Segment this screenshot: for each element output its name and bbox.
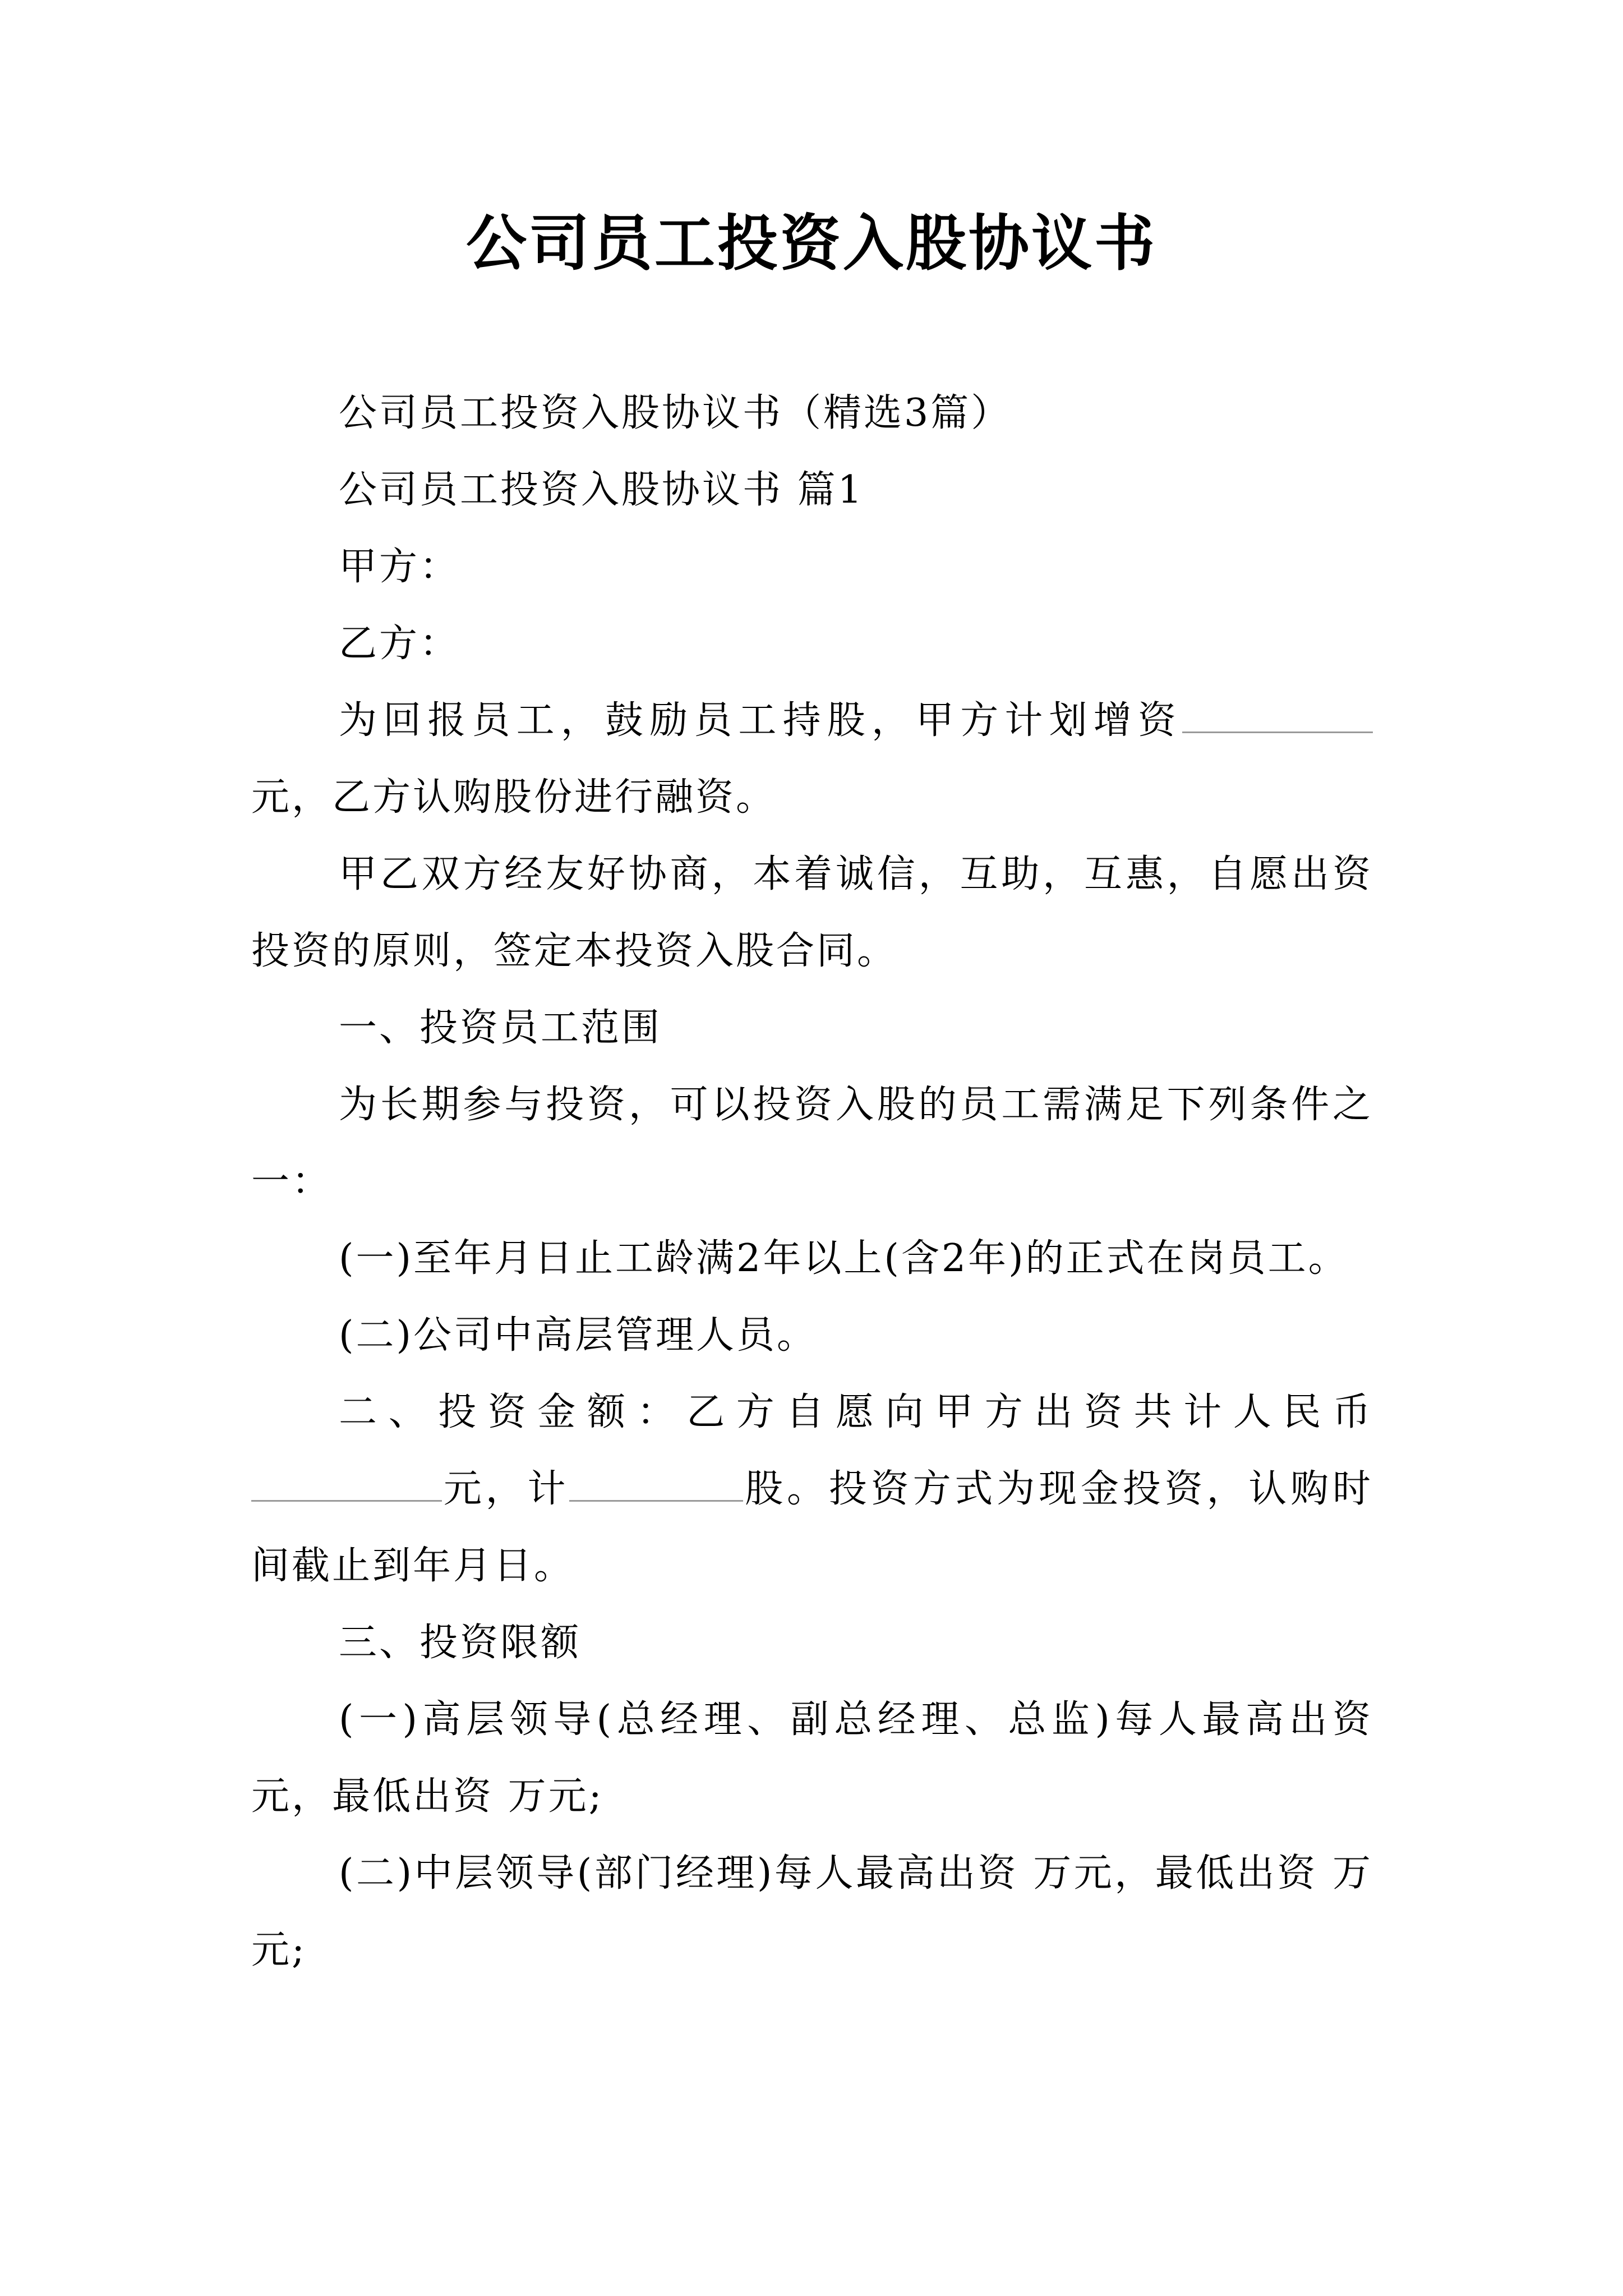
list-item-limit-2: (二)中层领导(部门经理)每人最高出资 万元，最低出资 万元; [251,1851,1373,1972]
list-item-condition-1: (一)至年月日止工龄满2年以上(含2年)的正式在岗员工。 [339,1236,1349,1281]
list-item-condition-2: (二)公司中高层管理人员。 [339,1313,818,1358]
paragraph-text: 元，乙方认购股份进行融资。 [251,775,777,820]
paragraph-text: 股。投资方式为现金投资，认购时间截止到年月日。 [251,1467,1373,1588]
paragraph-party-a: 甲方： [339,545,460,589]
fill-blank-line [251,1461,442,1502]
paragraph-text: 二、投资金额：乙方自愿向甲方出资共计人民币 [339,1390,1373,1434]
paragraph-section-heading: 公司员工投资入股协议书 篇1 [339,468,864,512]
heading-investment-limit: 三、投资限额 [339,1621,582,1665]
paragraph-text: 元，计 [442,1467,570,1511]
heading-scope: 一、投资员工范围 [339,1006,662,1050]
paragraph-principle: 甲乙双方经友好协商，本着诚信，互助，互惠，自愿出资投资的原则，签定本投资入股合同。 [251,852,1373,973]
document-body [251,375,1373,1989]
document-title: 公司员工投资入股协议书 [465,209,1157,279]
paragraph-investment-amount [251,1374,1373,1604]
paragraph-party-b: 乙方： [339,622,460,666]
paragraph-subtitle: 公司员工投资入股协议书（精选3篇） [339,391,1012,435]
list-item-limit-1: (一)高层领导(总经理、副总经理、总监)每人最高出资 元，最低出资 万元; [251,1697,1373,1819]
paragraph-purpose [251,682,1373,836]
fill-blank-line [1182,692,1373,733]
fill-blank-line [569,1461,743,1502]
paragraph-text: 为回报员工，鼓励员工持股，甲方计划增资 [339,698,1182,743]
paragraph-conditions: 为长期参与投资，可以投资入股的员工需满足下列条件之一： [251,1083,1373,1204]
